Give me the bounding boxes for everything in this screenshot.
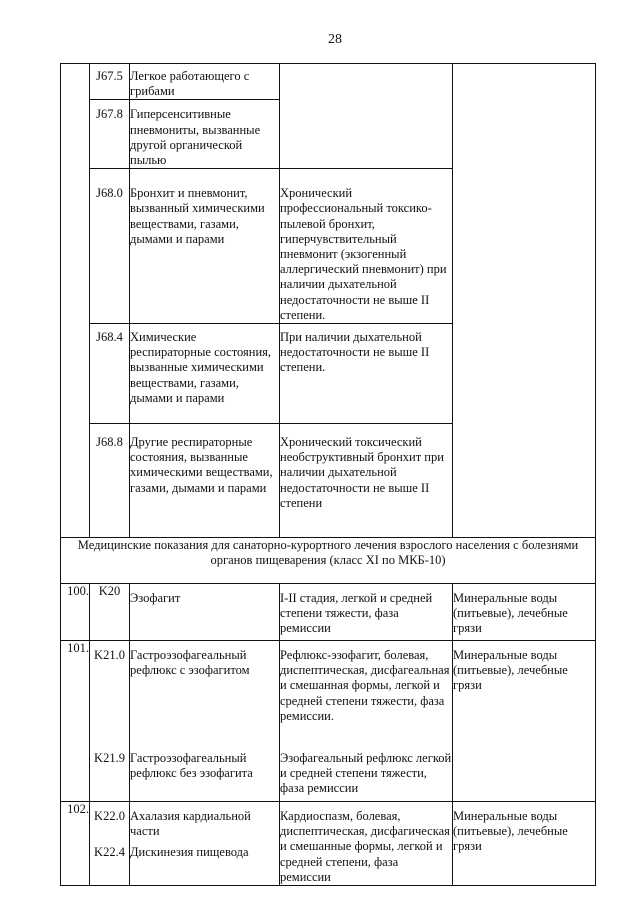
icd-code: J68.8	[90, 424, 130, 538]
diagnosis-name: Гастроэзофагеальный рефлюкс без эзофагита	[130, 751, 253, 781]
diagnosis-name: Легкое работающего с грибами	[130, 64, 280, 100]
condition-text: Хронический токсический необструктивный бронхит при наличии дыхательной недостаточности не выше II степени	[280, 424, 453, 538]
icd-code: K21.9	[94, 751, 125, 766]
table-row	[61, 64, 596, 100]
section-heading: Медицинские показания для санаторно-курортного лечения взрослого населения с болезнями органов пищеварения (класс XI по МКБ-10)	[61, 538, 596, 584]
diagnosis-name: Эзофагит	[130, 584, 280, 641]
factors-cell	[453, 64, 596, 538]
condition-text: При наличии дыхательной недостаточности не выше II степени.	[280, 324, 453, 424]
diagnosis-name: Гиперсенситивные пневмониты, вызванные другой органической пылью	[130, 100, 280, 169]
icd-code: J67.5	[90, 64, 130, 100]
condition-text: Хронический профессиональный токсико-пылевой бронхит, гиперчувствительный пневмонит (экзогенный аллергический пневмонит) при наличии дыхательной недостаточности не выше II степени.	[280, 169, 453, 324]
section-heading-row	[61, 538, 596, 584]
row-number: 102.	[61, 802, 90, 886]
icd-code: J68.0	[90, 169, 130, 324]
diagnosis-name: Другие респираторные состояния, вызванные химическими веществами, газами, дымами и парами	[130, 424, 280, 538]
condition-text: Рефлюкс-эзофагит, болевая, диспептическая, дисфагеальная и смешанная формы, легкой и средней степени тяжести, фаза ремиссии.	[280, 648, 450, 723]
num-cell	[61, 64, 90, 538]
icd-code-cell	[90, 802, 130, 886]
factors-text: Минеральные воды (питьевые), лечебные грязи	[453, 584, 596, 641]
icd-code: K20	[90, 584, 130, 641]
condition-text: Эзофагеальный рефлюкс легкой и средней степени тяжести, фаза ремиссии	[280, 751, 452, 796]
condition-cell	[280, 641, 453, 802]
indications-table	[60, 63, 596, 886]
page-number: 28	[328, 32, 342, 47]
icd-code: J67.8	[90, 100, 130, 169]
diagnosis-name: Химические респираторные состояния, вызванные химическими веществами, газами, дымами и парами	[130, 324, 280, 424]
condition-text: I-II стадия, легкой и средней степени тяжести, фаза ремиссии	[280, 584, 453, 641]
diagnosis-name: Бронхит и пневмонит, вызванный химическими веществами, газами, дымами и парами	[130, 169, 280, 324]
diagnosis-cell	[130, 802, 280, 886]
icd-code: J68.4	[90, 324, 130, 424]
icd-code-cell	[90, 641, 130, 802]
diagnosis-name: Ахалазия кардиальной части	[130, 809, 251, 839]
diagnosis-name: Дискинезия пищевода	[130, 845, 249, 860]
diagnosis-name: Гастроэзофагеальный рефлюкс с эзофагитом	[130, 648, 250, 678]
factors-text: Минеральные воды (питьевые), лечебные грязи	[453, 802, 596, 886]
row-number: 100.	[61, 584, 90, 641]
table-row	[61, 641, 596, 802]
condition-text: Кардиоспазм, болевая, диспептическая, дисфагическая и смешанные формы, легкой и средней степени, фаза ремиссии	[280, 802, 453, 886]
condition-cell	[280, 64, 453, 169]
factors-text: Минеральные воды (питьевые), лечебные грязи	[453, 641, 596, 802]
icd-code: K22.4	[94, 845, 125, 860]
icd-code: K21.0	[94, 648, 125, 663]
icd-code: K22.0	[94, 809, 125, 824]
table-row	[61, 802, 596, 886]
diagnosis-cell	[130, 641, 280, 802]
table-row	[61, 584, 596, 641]
row-number: 101.	[61, 641, 90, 802]
